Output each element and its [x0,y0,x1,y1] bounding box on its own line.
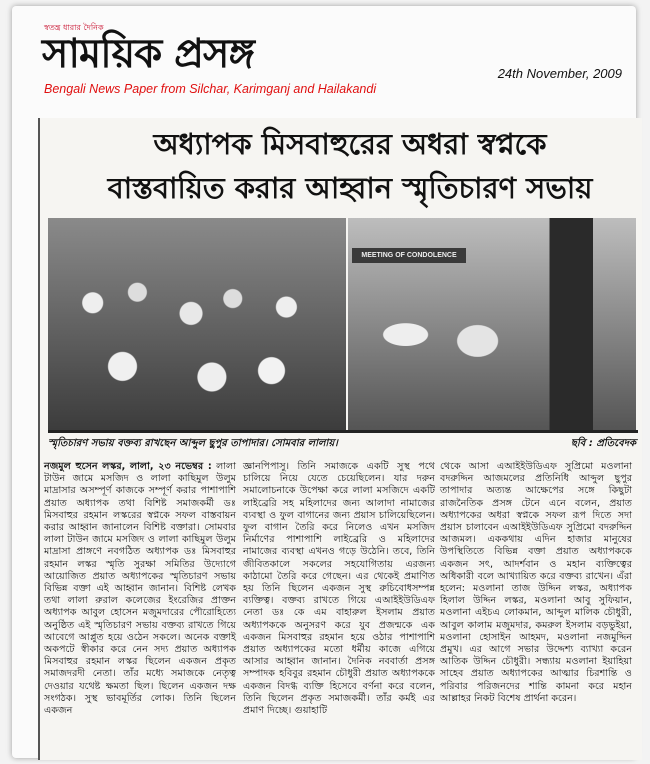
caption-divider [48,430,638,433]
article-column-3: থেকে আসা এআইইউডিএফ সুপ্রিমো মওলানা বদরুদ্দিন আজমলের প্রতিনিধি আব্দুল ছুপুর তাপাদার অত্যন্ত আক্ষেপের সঙ্গে কিছুটা রাজনৈতিক প্রসঙ্গ টেনে এনে বলেন, প্রয়াত অধ্যাপকের অধরা স্বপ্নকে সফল রূপ দিতে সদা প্রয়াস চালাবেন এআইইউডিএফ সুপ্রিমো বদরুদ্দিন আজমল। এককথায় এদিন হাজার মানুষের উপস্থিতিতে বিভিন্ন বক্তা প্রয়াত অধ্যাপককে একজন সৎ, আদর্শবান ও মহান ব্যক্তিত্বের অধিকারী বলে আখ্যায়িত করে বক্তব্য রাখেন। এঁরা হলেন: মওলানা তাজ উদ্দিন লস্কর, অধ্যাপক হিলাল উদ্দিন লস্কর, মওলানা আবু সুফিয়ান, মওলানা এইচএ লোকমান, আব্দুল মালিক চৌধুরী, আবুল কালাম মজুমদার, কমরুল ইসলাম বড়ভুইয়া, মওলানা হোসাইন আহমদ, মওলানা নজমুদ্দিন প্রমুখ। এর আগে সভার উদ্দেশ্য ব্যাখ্যা করেন আতিক উদ্দিন চৌধুরী। সন্ধ্যায় মওলানা ইয়াহিয়া সাহেব প্রয়াত অধ্যাপকের আত্মার চিরশান্তি ও পরিবার পরিজনদের শান্তি কামনা করে মহান আল্লাহর নিকট বিশেষ প্রার্থনা করেন। [440,461,632,704]
masthead [42,20,632,112]
article-dateline: নজমুল হুসেন লস্কর, লালা, ২৩ নভেম্বর : [44,461,212,472]
article-column-1 [44,461,236,717]
article-clipping [38,118,642,760]
photo-credit: ছবি : প্রতিবেদক [570,438,636,449]
newspaper-logo: সাময়িক প্রসঙ্গ [42,31,254,77]
photo-speaker-stage [348,218,636,430]
column-1-text: লালা টাউন জামে মসজিদ ও লালা কাছিমুল উলুম মাদ্রাসার অসম্পূর্ণ কাজকে সম্পূর্ণ করার পাশাপাশি প্রয়াত অধ্যাপক তথা বিশিষ্ট সমাজকর্মী ডঃ মিসবাহুর রহমান লস্করের স্বপ্নকে সফল বাস্তবায়ন করার আহ্বান জানালেন বিশিষ্ট বক্তারা। সোমবার লালা টাউন জামে মসজিদ ও লালা কাছিমুল উলুম মাদ্রাসা প্রাঙ্গণে নবগঠিত অধ্যাপক ডঃ মিসবাহুর রহমান লস্কর স্মৃতি সুরক্ষা সমিতির উদ্যোগে আয়োজিত প্রয়াত অধ্যাপকের স্মৃতিচারণ সভায় বিভিন্ন বক্তা এই আহ্বান জানান। বিশিষ্ট লেখক তথা লালা রুরাল কলেজের ইংরেজির প্রাক্তন অধ্যাপক আবুল হোসেন মজুমদারের পৌরোহিত্যে অনুষ্ঠিত এই স্মৃতিচারণ সভায় বক্তব্য রাখতে গিয়ে আবেগে আপ্লুত হয়ে ওঠেন সকলে। অনেক বক্তাই অকপটে স্বীকার করে নেন সদ্য প্রয়াত অধ্যাপক মিসবাহুর রহমান লস্কর ছিলেন একজন প্রকৃত সমাজদরদী নেতা। তাঁর মধ্যে সমাজকে নেতৃত্ব দেওয়ার যথেষ্ট ক্ষমতা ছিল। ছিলেন একজন দক্ষ সংগঠক। সুস্থ ভাবমূর্তির লোক। তিনি ছিলেন একজন [44,461,236,717]
masthead-tagline: স্বতন্ত্র ধারার দৈনিক [44,23,104,32]
headline-line-2: বাস্তবায়িত করার আহ্বান স্মৃতিচারণ সভায় [107,171,593,205]
publication-date: 24th November, 2009 [497,66,622,81]
clipping-page [12,6,636,758]
photo-audience [48,218,346,430]
headline-line-1: অধ্যাপক মিসবাহুরের অধরা স্বপ্নকে [153,127,547,161]
caption-text: স্মৃতিচারণ সভায় বক্তব্য রাখছেন আব্দুল ছুপুর তাপাদার। সোমবার লালায়। [48,438,338,449]
article-headline [60,122,640,210]
article-column-2: জ্ঞানপিপাসু। তিনি সমাজকে একটি সুস্থ পথে চালিয়ে নিয়ে যেতে চেয়েছিলেন। যার দরুন সমালোচনাকে উপেক্ষা করে লালা মসজিদে একটি লাইব্রেরি সহ মহিলাদের জন্য আলাদা নামাজের ব্যবস্থা ও ফুল বাগানের জন্য প্রয়াস চালিয়েছিলেন। ফুল বাগান তৈরি করে নিলেও এখন মসজিদ নির্মাণের পাশাপাশি লাইব্রেরি ও মহিলাদের নামাজের ব্যবস্থা এখনও গড়ে উঠেনি। তবে, তিনি জীবিতকালে সকলের সহযোগিতায় এরজন্য কাঠামো তৈরি করে গেছেন। এর থেকেই প্রমাণিত হয় তিনি ছিলেন একজন সুস্থ রুচিবোধসম্পন্ন ব্যক্তিত্ব। বক্তব্য রাখতে গিয়ে এআইইউডিএফ নেতা ডঃ কে এম বাহারুল ইসলাম প্রয়াত অধ্যাপককে অনুসরণ করে যুব প্রজন্মকে এক একজন মিসবাহুর রহমান হয়ে ওঠার পাশাপাশি প্রয়াত অধ্যাপকের মতো ধর্মীয় কাজে এগিয়ে আসার আহ্বান জানান। দৈনিক নববার্তা প্রসঙ্গ সম্পাদক হবিবুর রহমান চৌধুরী প্রয়াত অধ্যাপককে একজন বিদগ্ধ ব্যক্তি হিসেবে বর্ণনা করে বলেন, তিনি ছিলেন প্রকৃত সমাজকর্মী। তাঁর কর্মই এর প্রমাণ দিচ্ছে। গুয়াহাটি [243,461,435,717]
photo-caption [48,436,636,453]
newspaper-subtitle: Bengali News Paper from Silchar, Karimganj and Hailakandi [44,82,377,96]
condolence-banner: MEETING OF CONDOLENCE [352,248,466,263]
